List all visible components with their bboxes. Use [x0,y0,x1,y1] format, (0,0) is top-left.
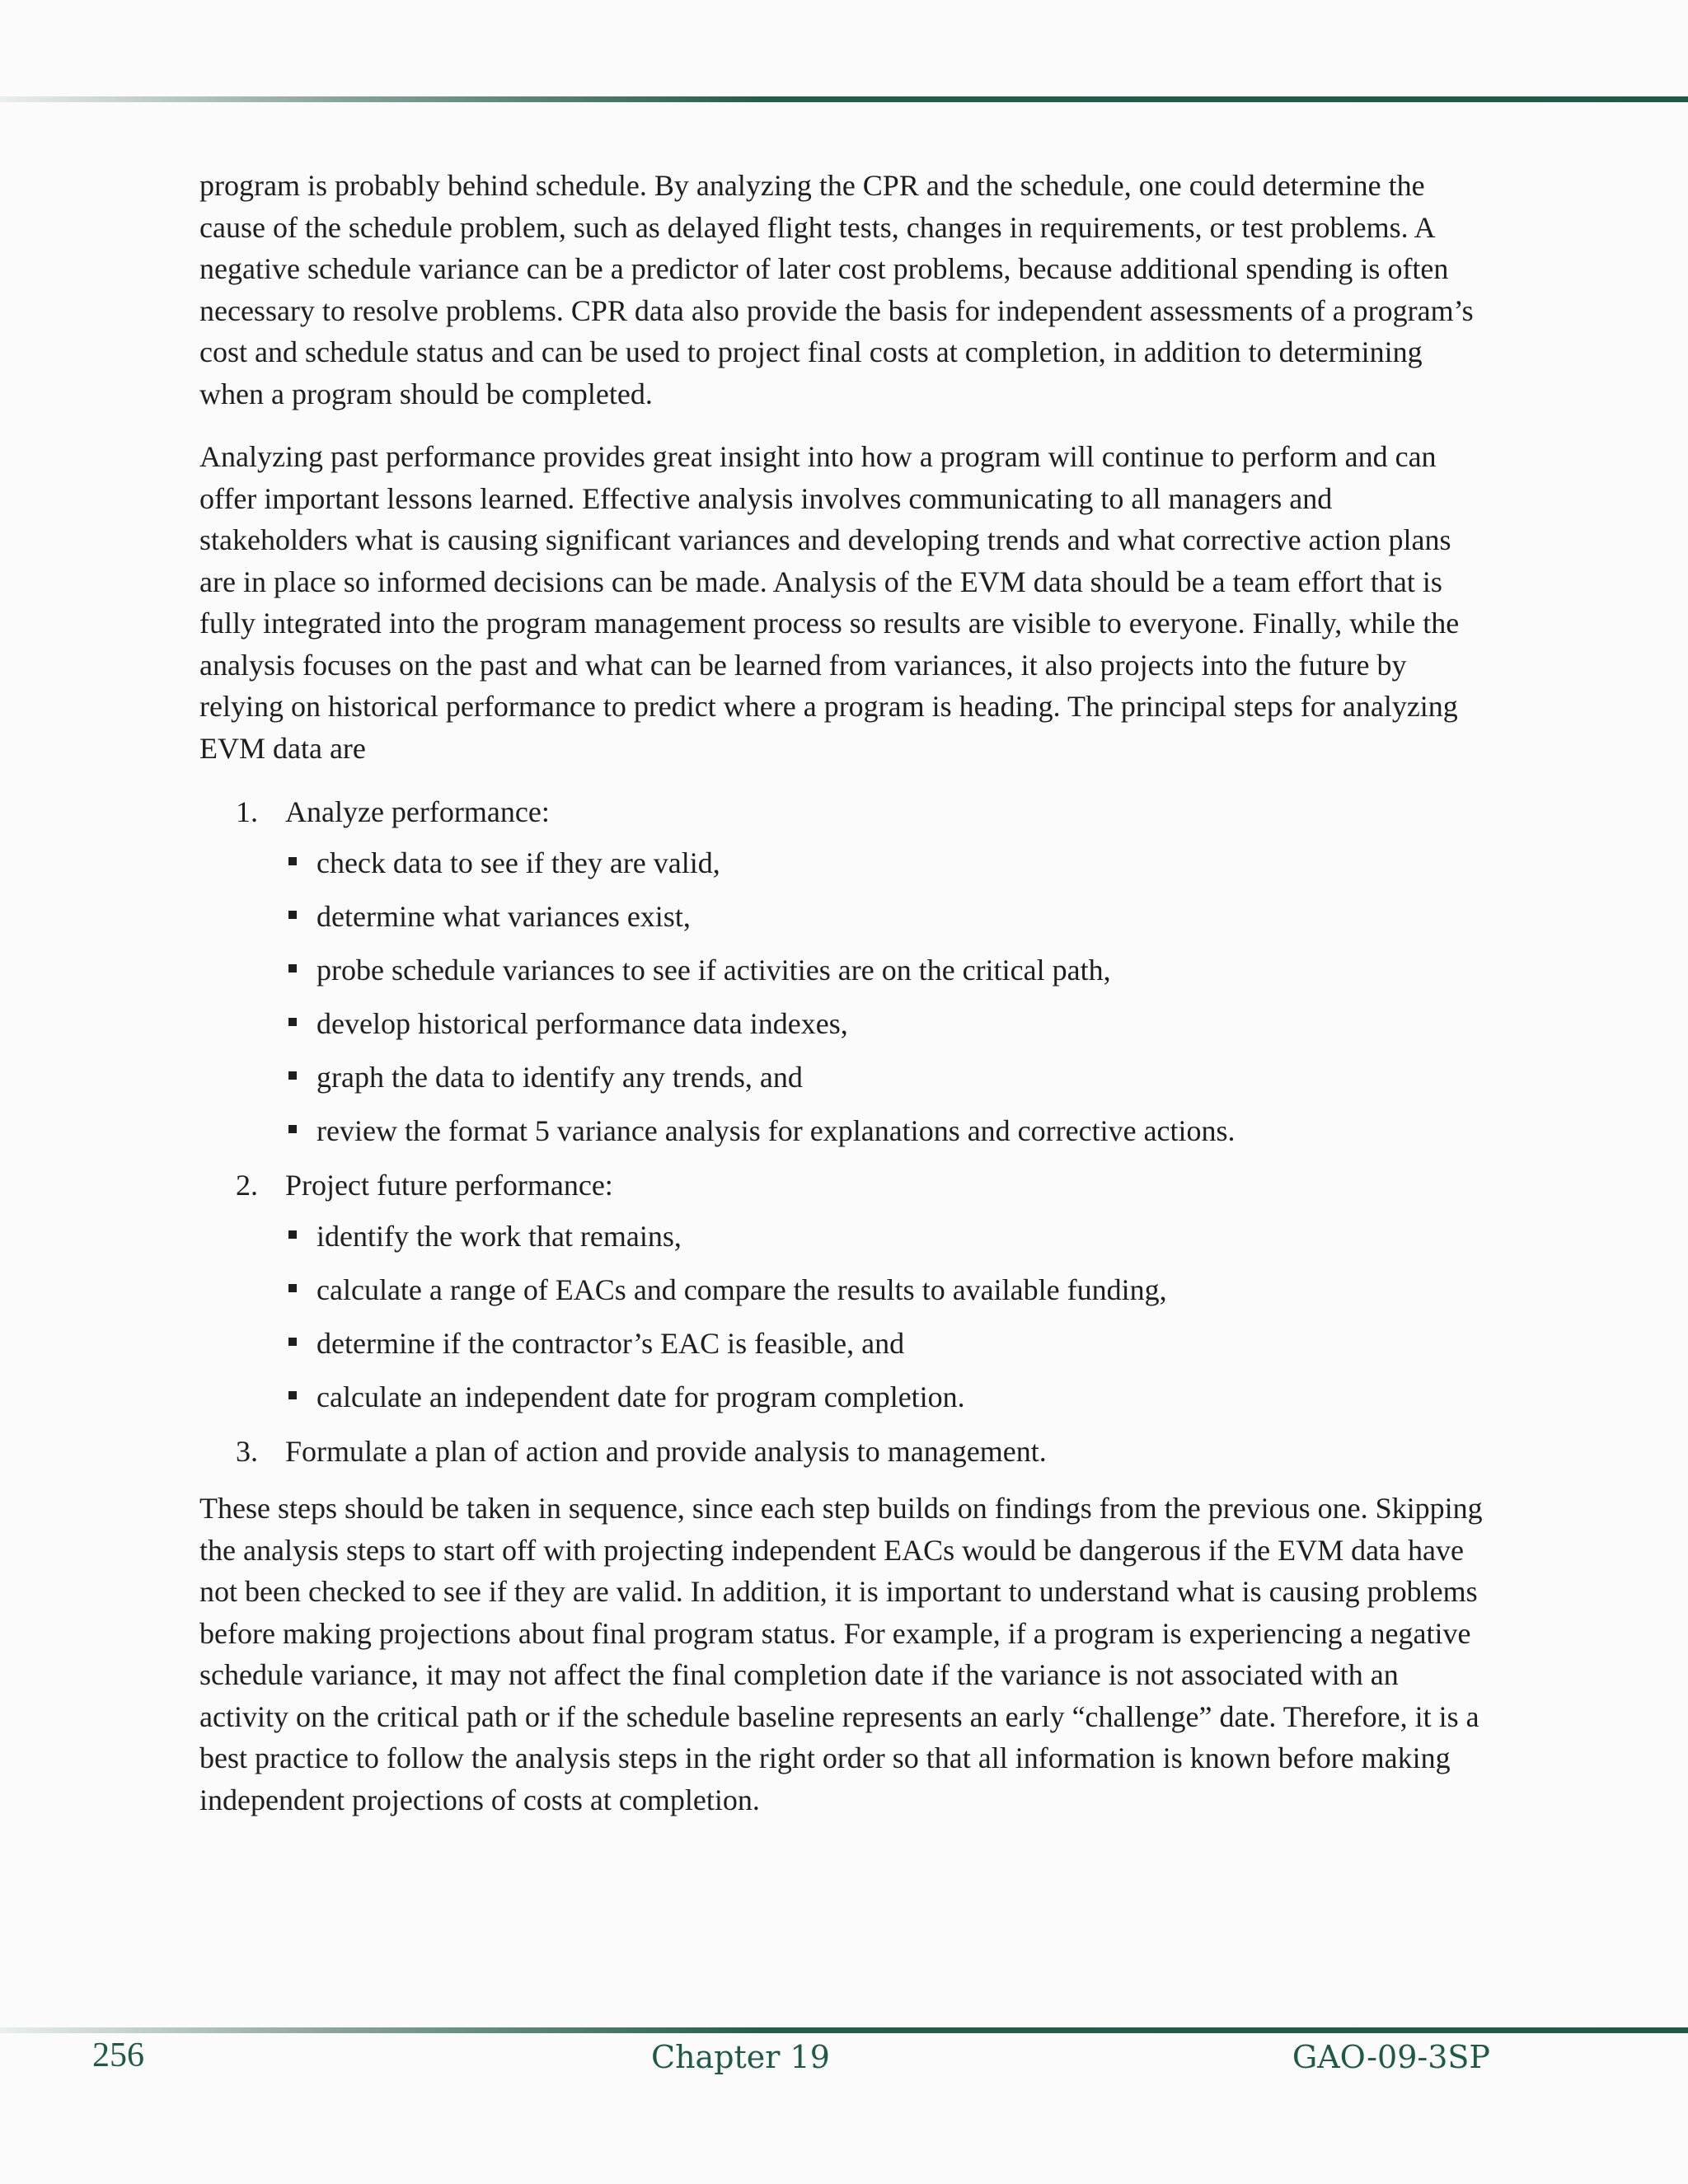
bullet-text: develop historical performance data indexes, [316,1007,848,1040]
step-project-future-performance [199,1167,1485,1415]
step-label: Formulate a plan of action and provide analysis to management. [285,1435,1047,1468]
bullet-text: determine what variances exist, [316,900,691,933]
analysis-steps-list [199,794,1485,1469]
chapter-label: Chapter 19 [651,2039,830,2075]
list-item [288,1379,1485,1415]
step-bullets [199,1218,1485,1415]
list-item [288,1218,1485,1254]
list-item [288,845,1485,881]
paragraph-intro: program is probably behind schedule. By analyzing the CPR and the schedule, one could determine the cause of the schedule problem, such as delayed flight tests, changes in requirements, or test problems. A negative schedule variance can be a predictor of later cost problems, because additional spending is often necessary to resolve problems. CPR data also provide the basis for independent assessments of a program’s cost and schedule status and can be used to project final costs at completion, in addition to determining when a program should be completed. [199,169,1474,410]
square-bullet-icon [288,1071,297,1080]
bullet-text: calculate a range of EACs and compare the results to available funding, [316,1273,1167,1306]
square-bullet-icon [288,1125,297,1133]
paragraph-sequence: These steps should be taken in sequence, since each step builds on findings from the previous one. Skipping the analysis steps to start off with projecting independent EACs would be dangerous if the EVM data have not been checked to see if they are valid. In addition, it is important to understand what is causing problems before making projections about final program status. For example, if a program is experiencing a negative schedule variance, it may not affect the final completion date if the variance is not associated with an activity on the critical path or if the schedule baseline represents an early “challenge” date. Therefore, it is a best practice to follow the analysis steps in the right order so that all information is known before making independent projections of costs at completion. [199,1492,1483,1816]
bullet-text: probe schedule variances to see if activities are on the critical path, [316,954,1111,987]
page-body [199,165,1485,1842]
list-item [288,1005,1485,1042]
list-item [288,1325,1485,1361]
step-number: 1. [236,795,258,828]
bullet-text: determine if the contractor’s EAC is feasible, and [316,1327,905,1360]
list-item [288,1059,1485,1095]
step-analyze-performance [199,794,1485,1149]
step-number: 3. [236,1435,258,1468]
square-bullet-icon [288,1284,297,1292]
bullet-text: review the format 5 variance analysis for explanations and corrective actions. [316,1114,1236,1147]
square-bullet-icon [288,1230,297,1239]
header-rule [0,96,1688,102]
document-id: GAO-09-3SP [1292,2039,1490,2075]
square-bullet-icon [288,1391,297,1399]
bullet-text: check data to see if they are valid, [316,846,720,879]
list-item [288,1272,1485,1308]
square-bullet-icon [288,1338,297,1346]
step-number: 2. [236,1169,258,1202]
list-item [288,952,1485,988]
step-label: Analyze performance: [285,795,550,828]
square-bullet-icon [288,1018,297,1026]
list-item [288,898,1485,935]
footer-rule [0,2027,1688,2033]
list-item [288,1113,1485,1149]
square-bullet-icon [288,964,297,972]
bullet-text: identify the work that remains, [316,1220,682,1253]
step-label: Project future performance: [285,1169,613,1202]
bullet-text: calculate an independent date for program completion. [316,1380,965,1413]
bullet-text: graph the data to identify any trends, and [316,1061,803,1094]
page-number: 256 [92,2036,144,2074]
step-bullets [199,845,1485,1149]
square-bullet-icon [288,911,297,919]
step-formulate-plan [199,1433,1485,1469]
paragraph-analysis: Analyzing past performance provides great insight into how a program will continue to perform and can offer important lessons learned. Effective analysis involves communicating to all managers and stakeholders what is causing significant variances and developing trends and what corrective action plans are in place so informed decisions can be made. Analysis of the EVM data should be a team effort that is fully integrated into the program management process so results are visible to everyone. Finally, while the analysis focuses on the past and what can be learned from variances, it also projects into the future by relying on historical performance to predict where a program is heading. The principal steps for analyzing EVM data are [199,440,1460,765]
square-bullet-icon [288,857,297,865]
